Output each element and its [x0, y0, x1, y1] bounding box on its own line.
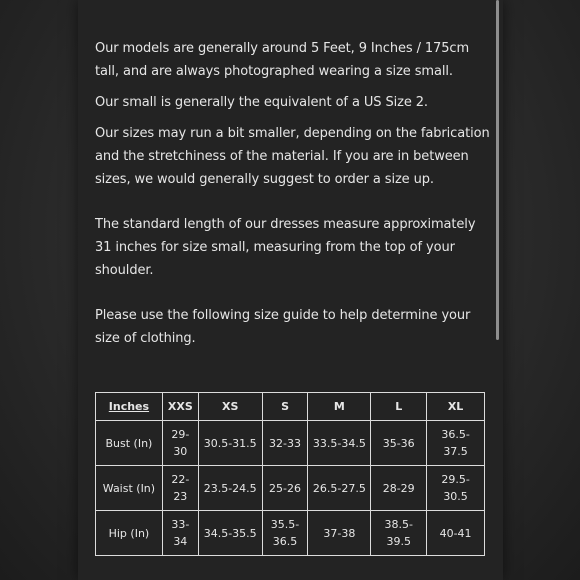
table-cell: 40-41 [427, 511, 485, 556]
paragraph-dress-length: The standard length of our dresses measure approximately 31 inches for size small, measuring from the top of your shoulder. [95, 217, 476, 278]
table-cell: 35-36 [371, 421, 427, 466]
table-cell: 36.5-37.5 [427, 421, 485, 466]
size-header-l: L [371, 393, 427, 421]
table-cell: 35.5-36.5 [262, 511, 308, 556]
table-cell: 34.5-35.5 [198, 511, 262, 556]
row-label-bust: Bust (In) [96, 421, 163, 466]
table-row-hip [96, 511, 485, 556]
table-header-row [96, 393, 485, 421]
size-chart-table [95, 392, 485, 556]
table-cell: 28-29 [371, 466, 427, 511]
table-cell: 26.5-27.5 [308, 466, 371, 511]
size-header-xxs: XXS [162, 393, 198, 421]
paragraph-guide-intro: Please use the following size guide to help determine your size of clothing. [95, 308, 471, 346]
scrollbar[interactable] [496, 0, 499, 340]
paragraph-small-equivalent: Our small is generally the equivalent of a US Size 2. [95, 95, 428, 110]
size-guide-text [95, 37, 490, 358]
table-cell: 22-23 [162, 466, 198, 511]
size-header-xs: XS [198, 393, 262, 421]
table-cell: 29-30 [162, 421, 198, 466]
table-cell: 30.5-31.5 [198, 421, 262, 466]
table-cell: 29.5-30.5 [427, 466, 485, 511]
size-header-s: S [262, 393, 308, 421]
size-guide-panel [78, 0, 503, 580]
table-cell: 37-38 [308, 511, 371, 556]
table-row-bust [96, 421, 485, 466]
size-header-m: M [308, 393, 371, 421]
paragraph-fit-advice: Our sizes may run a bit smaller, depending on the fabrication and the stretchiness of the material. If you are in between sizes, we would generally suggest to order a size up. [95, 126, 490, 187]
table-row-waist [96, 466, 485, 511]
row-label-hip: Hip (In) [96, 511, 163, 556]
table-cell: 23.5-24.5 [198, 466, 262, 511]
table-cell: 33-34 [162, 511, 198, 556]
table-cell: 33.5-34.5 [308, 421, 371, 466]
unit-header: Inches [96, 393, 163, 421]
table-cell: 25-26 [262, 466, 308, 511]
table-cell: 32-33 [262, 421, 308, 466]
table-cell: 38.5-39.5 [371, 511, 427, 556]
paragraph-models: Our models are generally around 5 Feet, 9 Inches / 175cm tall, and are always photographed wearing a size small. [95, 41, 470, 79]
row-label-waist: Waist (In) [96, 466, 163, 511]
size-header-xl: XL [427, 393, 485, 421]
